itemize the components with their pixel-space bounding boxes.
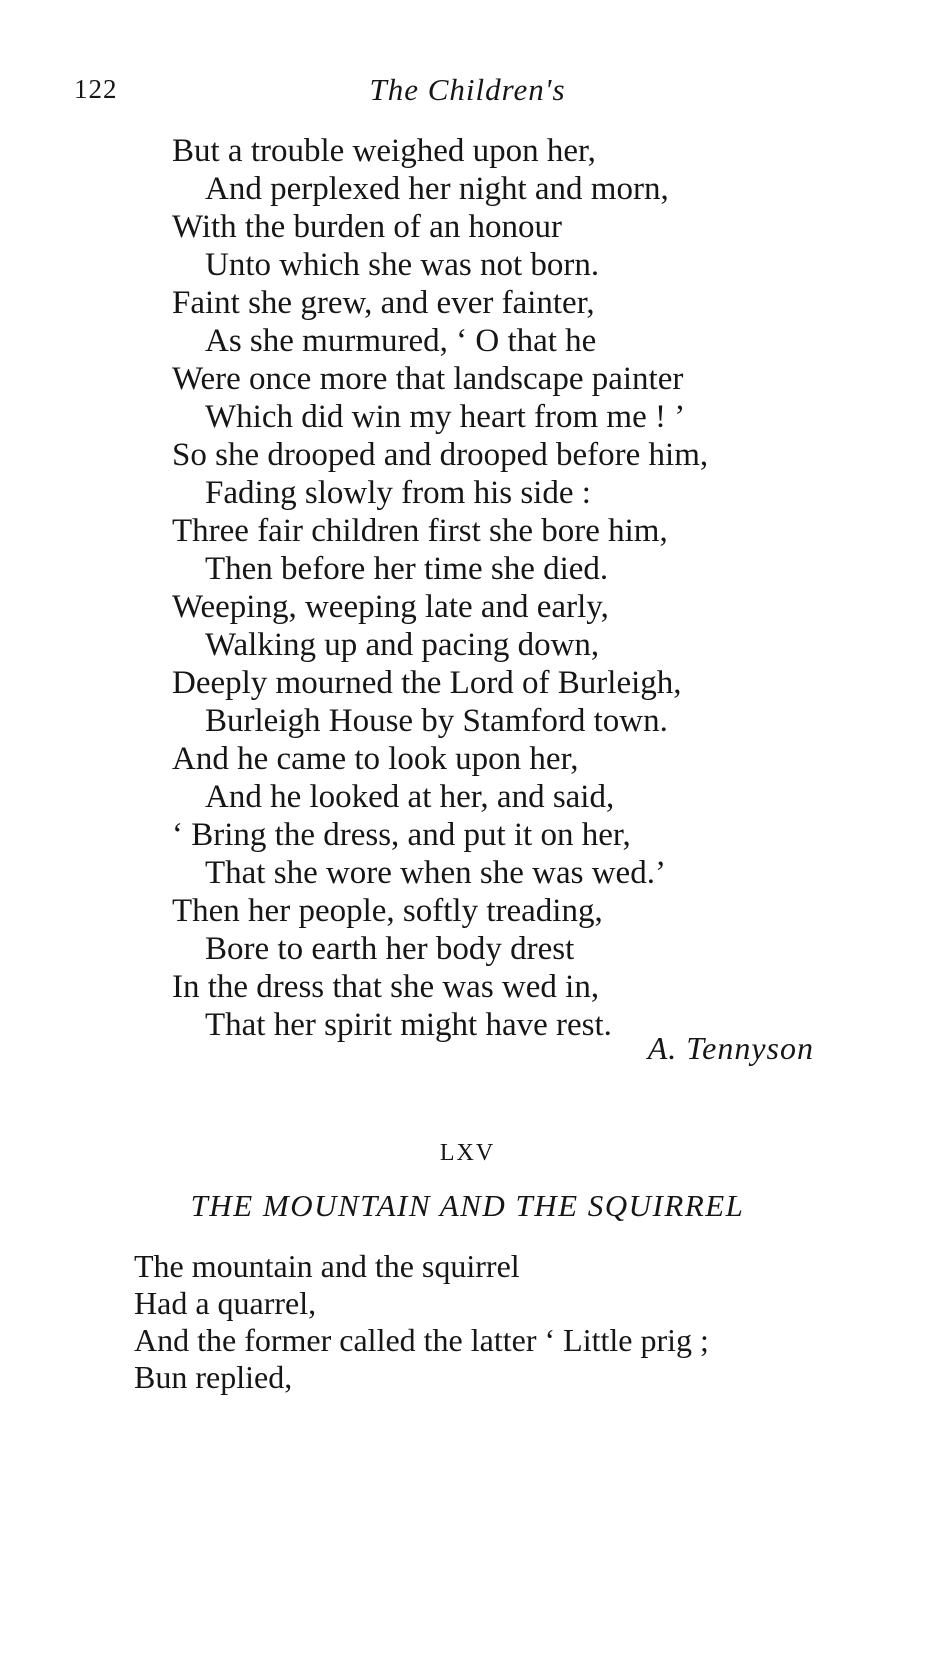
poem-line: But a trouble weighed upon her,	[172, 133, 596, 169]
poem-line: So she drooped and drooped before him,	[172, 437, 709, 473]
poem-line: And he came to look upon her,	[172, 741, 579, 777]
poem-line: Three fair children first she bore him,	[172, 513, 668, 549]
poem-line: Then before her time she died.	[205, 551, 609, 587]
poem-line: Which did win my heart from me ! ’	[205, 399, 686, 435]
poem-attribution: A. Tennyson	[647, 1030, 814, 1066]
section-title: THE MOUNTAIN AND THE SQUIRREL	[190, 1188, 745, 1223]
poem-line: The mountain and the squirrel	[134, 1248, 520, 1284]
poem-mountain-and-squirrel	[134, 1248, 914, 1396]
poem-line: Fading slowly from his side :	[205, 475, 591, 511]
poem-line: Bun replied,	[134, 1359, 293, 1395]
poem-line: That her spirit might have rest.	[205, 1007, 612, 1043]
poem-line: And he looked at her, and said,	[205, 779, 615, 815]
poem-line: Then her people, softly treading,	[172, 893, 603, 929]
poem-line: In the dress that she was wed in,	[172, 969, 600, 1005]
page-number: 122	[74, 74, 118, 104]
poem-line: Walking up and pacing down,	[205, 627, 600, 663]
poem-line: And perplexed her night and morn,	[205, 171, 669, 207]
poem-line: Weeping, weeping late and early,	[172, 589, 609, 625]
poem-line: Bore to earth her body drest	[205, 931, 575, 967]
section-number: LXV	[439, 1140, 496, 1166]
poem-line: As she murmured, ‘ O that he	[205, 323, 597, 359]
poem-lord-of-burleigh	[172, 132, 892, 1044]
running-head: The Children's	[369, 72, 566, 107]
poem-line: Had a quarrel,	[134, 1285, 317, 1321]
poem-line: ‘ Bring the dress, and put it on her,	[172, 817, 631, 853]
poem-line: Were once more that landscape painter	[172, 361, 684, 397]
poem-line: With the burden of an honour	[172, 209, 562, 245]
poem-line: Faint she grew, and ever fainter,	[172, 285, 595, 321]
poem-line: Unto which she was not born.	[205, 247, 600, 283]
poem-line: Deeply mourned the Lord of Burleigh,	[172, 665, 682, 701]
poem-line: Burleigh House by Stamford town.	[205, 703, 668, 739]
poem-line: That she wore when she was wed.’	[205, 855, 666, 891]
poem-line: And the former called the latter ‘ Little prig ;	[134, 1322, 709, 1358]
